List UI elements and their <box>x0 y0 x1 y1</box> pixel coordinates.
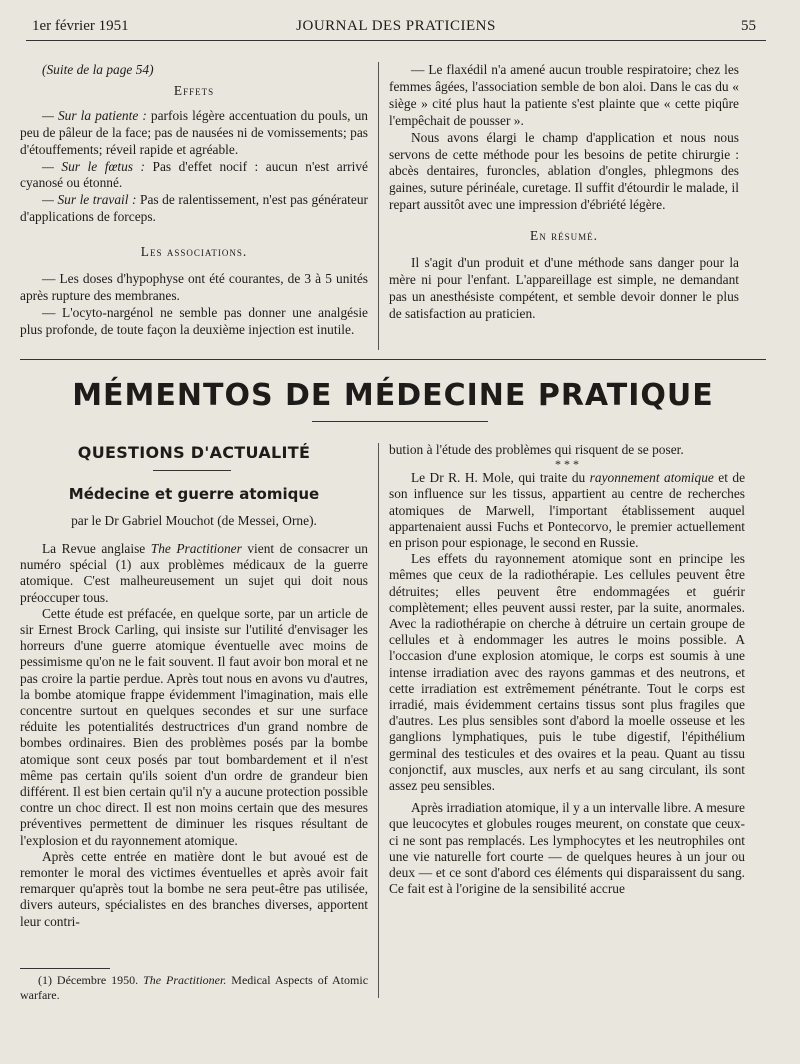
page-number: 55 <box>741 18 756 34</box>
header-rule <box>26 40 766 41</box>
continuation-right-column <box>389 62 739 323</box>
header-date: 1er février 1951 <box>32 18 129 34</box>
heading-en-resume: En résumé. <box>530 228 598 244</box>
label-foetus: — Sur le fœtus : <box>42 158 145 174</box>
section-rule <box>20 359 766 360</box>
article-right-column <box>389 442 745 897</box>
paragraph-irradiation: Après irradiation atomique, il y a un intervalle libre. A mesure que leucocytes et globules rouges meurent, on constate que ceux-ci ne sont pas remplacés. Les lymphocytes et les neutrophiles ont une vie naturelle fort courte — de quelques heures à un jour ou deux — et ce sont d'abord ces éléments qui disparaissent du sang. Ce fait est à l'origine de la sensibilité accrue <box>389 800 745 897</box>
paragraph-effets-rayonnement: Les effets du rayonnement atomique sont en principe les mêmes que ceux de la radiothérapie. Les cellules peuvent être détruites; elles peuvent être endommagées et guérir complètement; elles peuvent aussi rester, par la suite, anormales. Avec la radiothérapie on cherche à détruire un certain groupe de cellules et à endommager les autres le moins possible. A l'occasion d'une explosion atomique, le corps est soumis à une intense irradiation avec des rayons gammas et des neutrons, et cette irradiation est extrêmement pénétrante. Tout le corps est irradié, mais évidemment certains tissus sont plus fragiles que d'autres. Les plus sensibles sont d'abord la moelle osseuse et les ganglions lymphatiques, puis le tube digestif, l'épithélium germinal des testicules et des ovaires et la peau. Quant au tissu conjonctif, aux muscles, aux nerfs et au sang circulant, ils sont assez peu sensibles. <box>389 551 745 794</box>
article-column-divider <box>378 443 379 998</box>
term-rayonnement: rayonnement atomique <box>589 470 714 486</box>
section-heading: QUESTIONS D'ACTUALITÉ <box>77 443 311 462</box>
main-title-underline <box>312 421 488 422</box>
paragraph-ocyto-nargenol: — L'ocyto-nargénol ne semble pas donner une analgésie plus profonde, de toute façon la deuxième injection est inutile. <box>20 304 368 337</box>
paragraph-hypophyse: — Les doses d'hypophyse ont été courantes, de 3 à 5 unités après rupture des membranes. <box>20 271 368 303</box>
paragraph-foetus: — Sur le fœtus : Pas d'effet nocif : aucun n'est arrivé cyanosé ou étonné. <box>20 158 368 191</box>
paragraph-entree-en-matiere: Après cette entrée en matière dont le but avoué est de remonter le moral des victimes éventuelles et après avoir fait remarquer qu'après tout la bombe ne sera peut-être pas utilisée, divers auteurs, spécialistes en des branches diverses, apportent leur contri- <box>20 848 368 929</box>
running-header <box>26 16 766 38</box>
section-separator-stars: * * * <box>555 457 579 472</box>
paragraph-dr-mole: Le Dr R. H. Mole, qui traite du rayonnement atomique et de son influence sur les tissus, appartient au centre de recherches atomiques de Marwell, l'important établissement auquel appartenaient aussi Fuchs et Pontecorvo, le premier actuellement en prison pour espionage, le second en Russie. <box>389 470 746 551</box>
footnote-rule <box>20 968 110 969</box>
section-heading-rule <box>153 470 231 471</box>
continuation-left-column <box>20 62 368 339</box>
top-column-divider <box>378 62 379 350</box>
main-title: MÉMENTOS DE MÉDECINE PRATIQUE <box>72 378 714 413</box>
paragraph-patiente: — Sur la patiente : parfois légère accentuation du pouls, un peu de pâleur de la face; pas de nausées ni de vomissements; pas d'étouffements; réveil rapide et agréable. <box>20 107 368 157</box>
header-journal-title: JOURNAL DES PRATICIENS <box>296 18 496 34</box>
label-travail: — Sur le travail : <box>42 192 137 208</box>
label-patiente: — Sur la patiente : <box>42 107 147 123</box>
paragraph-resume: Il s'agit d'un produit et d'une méthode sans danger pour la mère ni pour l'enfant. L'appareillage est simple, ne demandant pas un anesthésiste compétent, et semble devoir donner le plus de satisfaction au praticien. <box>389 255 739 321</box>
paragraph-petite-chirurgie: Nous avons élargi le champ d'application et nous nous servons de cette méthode pour les besoins de petite chirurgie : abcès dentaires, furoncles, ablation d'ongles, phlegmons des gaines, suture périnéale, curetage. Il suffit d'étourdir le malade, il repart aussitôt avec une impression d'ébriété légère. <box>389 129 739 213</box>
article-left-column <box>20 541 368 930</box>
heading-effets: Effets <box>173 82 215 98</box>
footnote-journal: The Practitioner. <box>143 973 227 987</box>
paragraph-contribution-end: bution à l'étude des problèmes qui risquent de se poser. <box>389 442 684 457</box>
footnote: (1) Décembre 1950. The Practitioner. Medical Aspects of Atomic warfare. <box>20 973 369 1002</box>
paragraph-flaxedil: — Le flaxédil n'a amené aucun trouble respiratoire; chez les femmes âgées, l'association semble de bon aloi. Dans le cas du « siège » cité plus haut la patiente s'est plainte que « cette piqûre l'empêchait de pousser ». <box>389 62 739 128</box>
article-byline: par le Dr Gabriel Mouchot (de Messei, Orne). <box>71 513 317 528</box>
heading-associations: Les associations. <box>140 244 248 260</box>
continuation-note: (Suite de la page 54) <box>42 62 154 77</box>
paragraph-revue-anglaise: La Revue anglaise The Practitioner vient de consacrer un numéro spécial (1) aux problèmes médicaux de la guerre atomique. C'est malheureusement un sujet qui doit nous préoccuper tous. <box>20 541 368 605</box>
journal-name: The Practitioner <box>150 541 242 556</box>
paragraph-travail: — Sur le travail : Pas de ralentissement, n'est pas générateur d'applications de forceps. <box>20 192 368 225</box>
paragraph-preface: Cette étude est préfacée, en quelque sorte, par un article de sir Ernest Brock Carling, qui insiste sur l'utilité d'envisager les horreurs d'une guerre atomique éventuelle avec moins de pessimisme qu'on ne le fait souvent. Il faut avoir bon moral et ne pas croire la partie perdue. Après tout nous en avons vu d'autres, la bombe atomique frappe évidemment l'imagination, mais elle concentre surtout en quelques secondes et sur une surface réduite les potentialités destructrices d'un grand nombre de bombes ordinaires. Bien des problèmes posés par la bombe atomique sont ceux posés par tout bombardement et il n'est même pas certain qu'ils soient d'un ordre de grandeur bien différent. Il est bien certain qu'il n'y a aucune protection possible contre un choc direct. Il est non moins certain que des mesures préventives permettent de diminuer les risques résultant de l'explosion et du rayonnement atomique. <box>20 605 368 848</box>
article-title: Médecine et guerre atomique <box>68 485 320 503</box>
